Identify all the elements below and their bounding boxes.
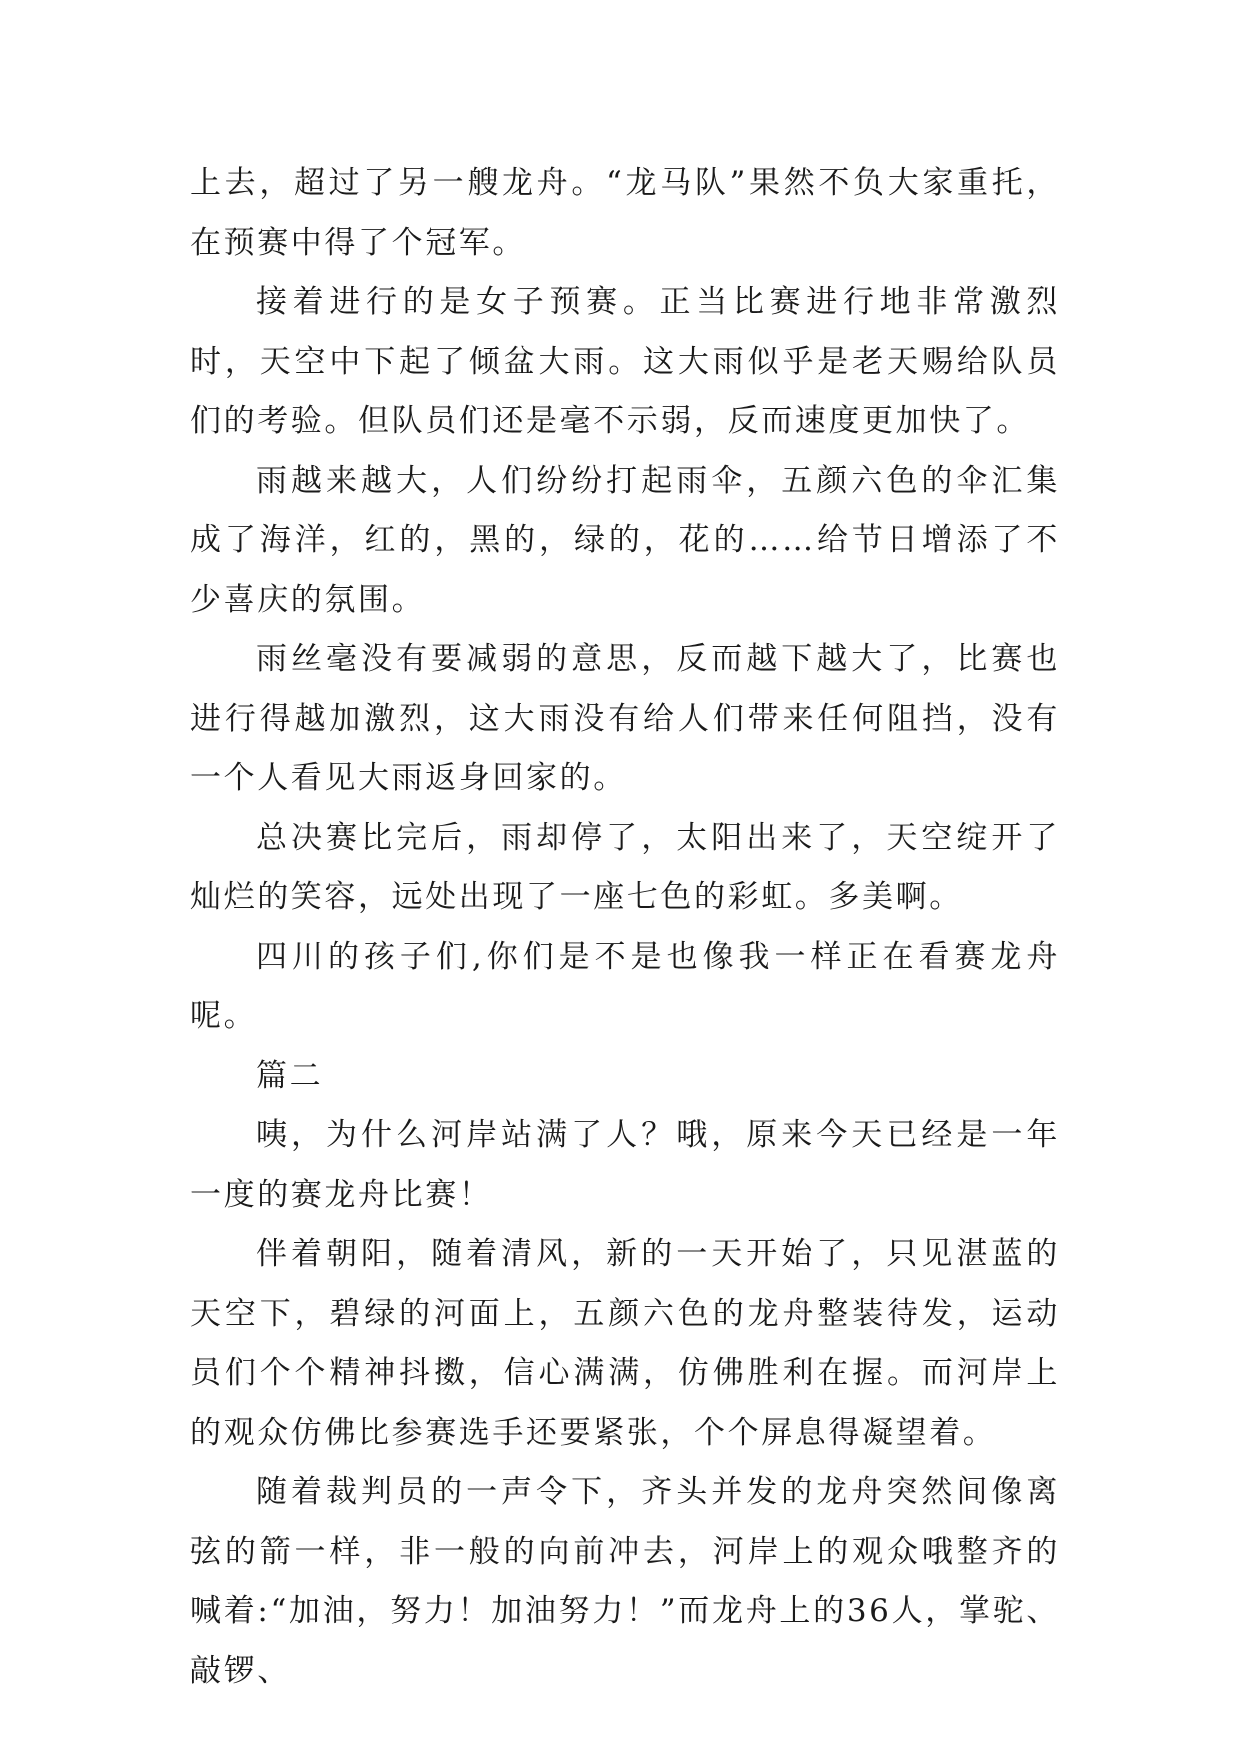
- document-body: [190, 154, 1060, 1701]
- paragraph-6: 四川的孩子们,你们是不是也像我一样正在看赛龙舟呢。: [190, 938, 1060, 1034]
- paragraph-5: 总决赛比完后，雨却停了，太阳出来了，天空绽开了灿烂的笑容，远处出现了一座七色的彩虹。多美啊。: [190, 819, 1060, 915]
- paragraph-9: 随着裁判员的一声令下，齐头并发的龙舟突然间像离弦的箭一样，非一般的向前冲去，河岸上的观众哦整齐的喊着:“加油，努力！加油努力！”而龙舟上的36人，掌驼、敲锣、: [190, 1474, 1060, 1689]
- paragraph-7: 咦，为什么河岸站满了人？哦，原来今天已经是一年一度的赛龙舟比赛！: [190, 1117, 1060, 1213]
- paragraph-8: 伴着朝阳，随着清风，新的一天开始了，只见湛蓝的天空下，碧绿的河面上，五颜六色的龙舟整装待发，运动员们个个精神抖擞，信心满满，仿佛胜利在握。而河岸上的观众仿佛比参赛选手还要紧张，个个屏息得凝望着。: [190, 1236, 1060, 1451]
- paragraph-2: 接着进行的是女子预赛。正当比赛进行地非常激烈时，天空中下起了倾盆大雨。这大雨似乎是老天赐给队员们的考验。但队员们还是毫不示弱，反而速度更加快了。: [190, 284, 1060, 439]
- section-heading: 篇二: [256, 1057, 324, 1094]
- paragraph-4: 雨丝毫没有要减弱的意思，反而越下越大了，比赛也进行得越加激烈，这大雨没有给人们带来任何阻挡，没有一个人看见大雨返身回家的。: [190, 641, 1060, 796]
- paragraph-3: 雨越来越大，人们纷纷打起雨伞，五颜六色的伞汇集成了海洋，红的，黑的，绿的，花的……给节日增添了不少喜庆的氛围。: [190, 462, 1060, 618]
- paragraph-1: 上去，超过了另一艘龙舟。“龙马队”果然不负大家重托，在预赛中得了个冠军。: [190, 165, 1060, 261]
